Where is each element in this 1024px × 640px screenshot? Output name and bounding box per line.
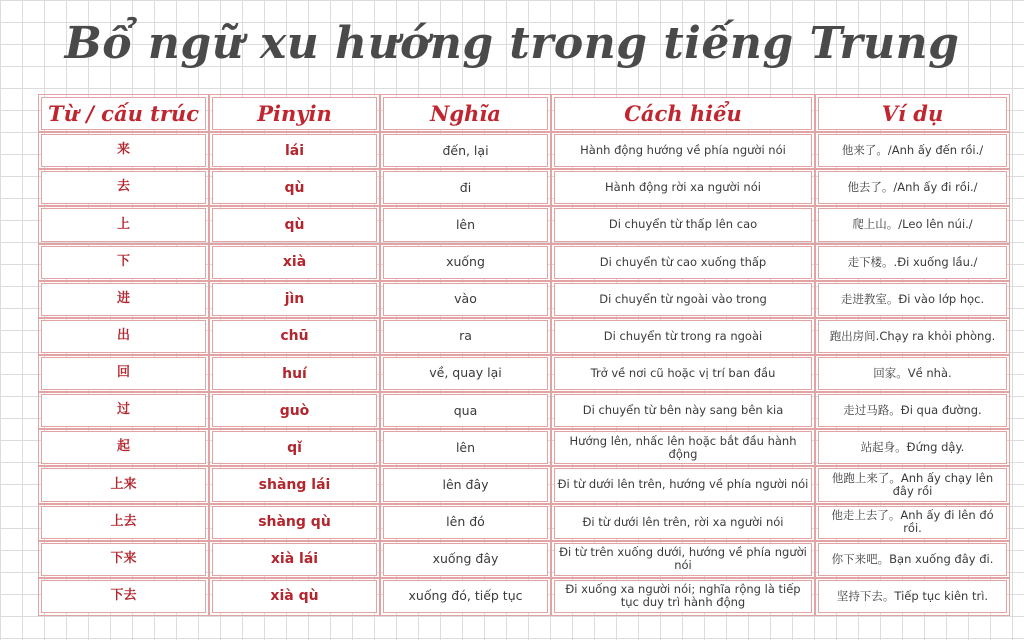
cell-meaning: đi — [383, 171, 548, 204]
cell-meaning: lên đó — [383, 506, 548, 539]
cell-example: 坚持下去。Tiếp tục kiên trì. — [818, 580, 1007, 613]
cell-example: 你下来吧。Bạn xuống đây đi. — [818, 543, 1007, 576]
cell-meaning: lên đây — [383, 468, 548, 501]
cell-meaning: lên — [383, 431, 548, 464]
cell-example: 回家。Về nhà. — [818, 357, 1007, 390]
cell-explanation: Di chuyển từ bên này sang bên kia — [554, 394, 812, 427]
cell-meaning: qua — [383, 394, 548, 427]
cell-explanation: Hành động hướng về phía người nói — [554, 134, 812, 167]
cell-pinyin: xià lái — [212, 543, 377, 576]
cell-example: 他去了。/Anh ấy đi rồi./ — [818, 171, 1007, 204]
cell-meaning: lên — [383, 208, 548, 241]
cell-pinyin: huí — [212, 357, 377, 390]
cell-pinyin: qù — [212, 171, 377, 204]
cell-meaning: vào — [383, 283, 548, 316]
cell-word: 起 — [41, 431, 206, 464]
cell-example: 他走上去了。Anh ấy đi lên đó rồi. — [818, 506, 1007, 539]
cell-pinyin: lái — [212, 134, 377, 167]
cell-explanation: Di chuyển từ trong ra ngoài — [554, 320, 812, 353]
cell-pinyin: guò — [212, 394, 377, 427]
cell-explanation: Di chuyển từ cao xuống thấp — [554, 246, 812, 279]
cell-meaning: về, quay lại — [383, 357, 548, 390]
grammar-table — [38, 95, 1010, 615]
cell-word: 下来 — [41, 543, 206, 576]
cell-example: 走进教室。Đi vào lớp học. — [818, 283, 1007, 316]
cell-word: 进 — [41, 283, 206, 316]
cell-word: 上去 — [41, 506, 206, 539]
cell-meaning: xuống đây — [383, 543, 548, 576]
cell-explanation: Di chuyển từ thấp lên cao — [554, 208, 812, 241]
cell-word: 下去 — [41, 580, 206, 613]
header-explanation: Cách hiểu — [554, 97, 812, 130]
cell-explanation: Trở về nơi cũ hoặc vị trí ban đầu — [554, 357, 812, 390]
cell-word: 回 — [41, 357, 206, 390]
cell-example: 他来了。/Anh ấy đến rồi./ — [818, 134, 1007, 167]
header-word: Từ / cấu trúc — [41, 97, 206, 130]
cell-pinyin: qù — [212, 208, 377, 241]
cell-meaning: xuống đó, tiếp tục — [383, 580, 548, 613]
cell-example: 站起身。Đứng dậy. — [818, 431, 1007, 464]
cell-example: 他跑上来了。Anh ấy chạy lên đây rồi — [818, 468, 1007, 501]
cell-example: 爬上山。/Leo lên núi./ — [818, 208, 1007, 241]
cell-explanation: Đi từ dưới lên trên, rời xa người nói — [554, 506, 812, 539]
cell-word: 过 — [41, 394, 206, 427]
cell-explanation: Hướng lên, nhấc lên hoặc bắt đầu hành động — [554, 431, 812, 464]
header-pinyin: Pinyin — [212, 97, 377, 130]
header-example: Ví dụ — [818, 97, 1007, 130]
cell-example: 走过马路。Đi qua đường. — [818, 394, 1007, 427]
cell-word: 上 — [41, 208, 206, 241]
cell-word: 下 — [41, 246, 206, 279]
cell-pinyin: xià qù — [212, 580, 377, 613]
cell-explanation: Di chuyển từ ngoài vào trong — [554, 283, 812, 316]
cell-pinyin: shàng lái — [212, 468, 377, 501]
cell-pinyin: chū — [212, 320, 377, 353]
cell-word: 上来 — [41, 468, 206, 501]
cell-pinyin: xià — [212, 246, 377, 279]
cell-meaning: xuống — [383, 246, 548, 279]
page-title: Bổ ngữ xu hướng trong tiếng Trung — [64, 18, 960, 69]
cell-meaning: đến, lại — [383, 134, 548, 167]
cell-word: 出 — [41, 320, 206, 353]
cell-pinyin: qǐ — [212, 431, 377, 464]
cell-example: 跑出房间.Chạy ra khỏi phòng. — [818, 320, 1007, 353]
cell-example: 走下楼。.Đi xuống lầu./ — [818, 246, 1007, 279]
cell-explanation: Đi từ dưới lên trên, hướng về phía người nói — [554, 468, 812, 501]
cell-word: 去 — [41, 171, 206, 204]
cell-pinyin: shàng qù — [212, 506, 377, 539]
cell-meaning: ra — [383, 320, 548, 353]
cell-pinyin: jìn — [212, 283, 377, 316]
cell-explanation: Hành động rời xa người nói — [554, 171, 812, 204]
header-meaning: Nghĩa — [383, 97, 548, 130]
cell-explanation: Đi xuống xa người nói; nghĩa rộng là tiếp tục duy trì hành động — [554, 580, 812, 613]
cell-word: 来 — [41, 134, 206, 167]
cell-explanation: Đi từ trên xuống dưới, hướng về phía người nói — [554, 543, 812, 576]
